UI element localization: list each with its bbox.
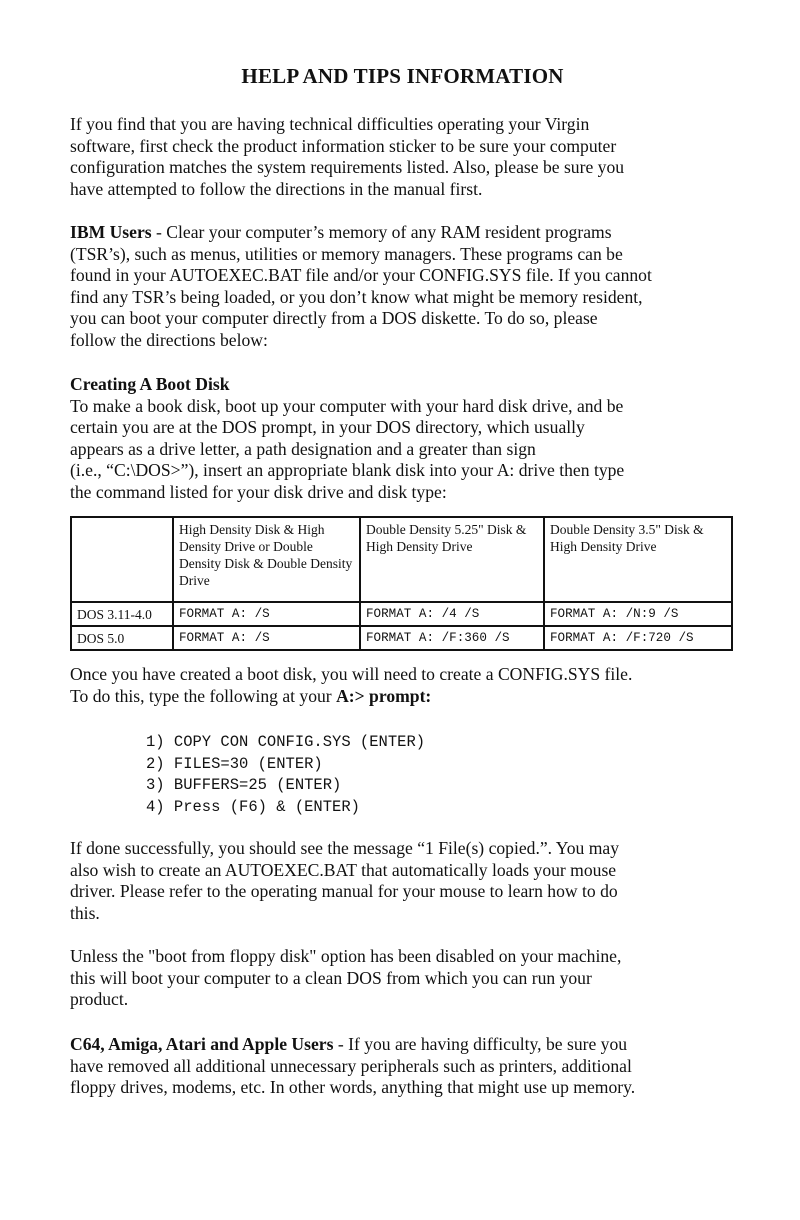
prompt-label: A:> prompt: xyxy=(336,685,432,706)
table-cell: FORMAT A: /N:9 /S xyxy=(544,602,732,626)
success-line: this. xyxy=(70,902,100,923)
success-line: also wish to create an AUTOEXEC.BAT that automatically loads your mouse xyxy=(70,859,617,880)
config-line: Once you have created a boot disk, you will need to create a CONFIG.SYS file. xyxy=(70,664,633,684)
config-paragraph xyxy=(70,664,735,707)
table-header-row xyxy=(71,517,732,602)
other-line: have removed all additional unnecessary peripherals such as printers, additional xyxy=(70,1055,632,1076)
intro-line: software, first check the product information sticker to be sure your computer xyxy=(70,135,617,156)
other-line: floppy drives, modems, etc. In other words, anything that might use up memory. xyxy=(70,1077,636,1097)
config-steps-list xyxy=(146,732,425,818)
ibm-line: find any TSR’s being loaded, or you don’t know what might be memory resident, xyxy=(70,286,643,307)
row-label: DOS 5.0 xyxy=(71,626,173,650)
table-row xyxy=(71,626,732,650)
success-line: driver. Please refer to the operating manual for your mouse to learn how to do xyxy=(70,881,618,901)
ibm-line: found in your AUTOEXEC.BAT file and/or your CONFIG.SYS file. If you cannot xyxy=(70,265,652,285)
other-first-line xyxy=(70,1034,735,1056)
floppy-boot-line: Unless the "boot from floppy disk" option has been disabled on your machine, xyxy=(70,946,622,966)
table-cell: FORMAT A: /F:720 /S xyxy=(544,626,732,650)
config-line xyxy=(70,686,735,708)
table-cell: FORMAT A: /S xyxy=(173,602,360,626)
config-step: 3) BUFFERS=25 (ENTER) xyxy=(146,776,342,794)
ibm-users-label: IBM Users xyxy=(70,222,152,242)
other-users-paragraph xyxy=(70,1034,735,1099)
boot-disk-line: certain you are at the DOS prompt, in your DOS directory, which usually xyxy=(70,417,585,437)
other-users-label: C64, Amiga, Atari and Apple Users xyxy=(70,1034,334,1054)
config-step: 4) Press (F6) & (ENTER) xyxy=(146,797,360,816)
intro-paragraph xyxy=(70,114,735,200)
ibm-line: follow the directions below: xyxy=(70,329,268,350)
table-row xyxy=(71,602,732,626)
success-paragraph xyxy=(70,838,735,924)
table-cell: FORMAT A: /F:360 /S xyxy=(360,626,544,650)
intro-line: If you find that you are having technical difficulties operating your Virgin xyxy=(70,114,590,134)
config-step: 2) FILES=30 (ENTER) xyxy=(146,754,323,773)
format-command-table xyxy=(70,516,733,651)
boot-disk-section xyxy=(70,374,735,503)
other-first-line-text: - If you are having difficulty, be sure you xyxy=(333,1034,628,1054)
table-cell: FORMAT A: /4 /S xyxy=(360,602,544,626)
table-header-cell xyxy=(71,517,173,602)
boot-disk-line: appears as a drive letter, a path designation and a greater than sign xyxy=(70,438,536,459)
page-title: HELP AND TIPS INFORMATION xyxy=(241,64,564,88)
config-step: 1) COPY CON CONFIG.SYS (ENTER) xyxy=(146,733,426,751)
ibm-line: you can boot your computer directly from a DOS diskette. To do so, please xyxy=(70,308,598,328)
boot-disk-heading: Creating A Boot Disk xyxy=(70,374,230,394)
boot-disk-line: the command listed for your disk drive and disk type: xyxy=(70,481,447,502)
table-cell: FORMAT A: /S xyxy=(173,626,360,650)
table-header-cell: Double Density 5.25" Disk & High Density Drive xyxy=(360,517,544,602)
row-label: DOS 3.11-4.0 xyxy=(71,602,173,626)
ibm-line: (TSR’s), such as menus, utilities or memory managers. These programs can be xyxy=(70,243,623,264)
floppy-boot-line: this will boot your computer to a clean DOS from which you can run your xyxy=(70,967,592,988)
floppy-boot-line: product. xyxy=(70,989,129,1009)
success-line: If done successfully, you should see the message “1 File(s) copied.”. You may xyxy=(70,838,620,858)
ibm-first-line-text: - Clear your computer’s memory of any RAM resident programs xyxy=(151,222,612,242)
boot-disk-line: To make a book disk, boot up your computer with your hard disk drive, and be xyxy=(70,395,624,416)
ibm-users-paragraph xyxy=(70,222,735,351)
floppy-boot-paragraph xyxy=(70,946,735,1011)
intro-line: configuration matches the system requirements listed. Also, please be sure you xyxy=(70,157,625,177)
table-header-cell: High Density Disk & High Density Drive or Double Density Disk & Double Density Drive xyxy=(173,517,360,602)
table-header-cell: Double Density 3.5" Disk & High Density Drive xyxy=(544,517,732,602)
config-line-text: To do this, type the following at your xyxy=(70,685,337,706)
boot-disk-line: (i.e., “C:\DOS>”), insert an appropriate blank disk into your A: drive then type xyxy=(70,460,625,480)
intro-line: have attempted to follow the directions in the manual first. xyxy=(70,178,483,199)
ibm-first-line xyxy=(70,222,735,244)
